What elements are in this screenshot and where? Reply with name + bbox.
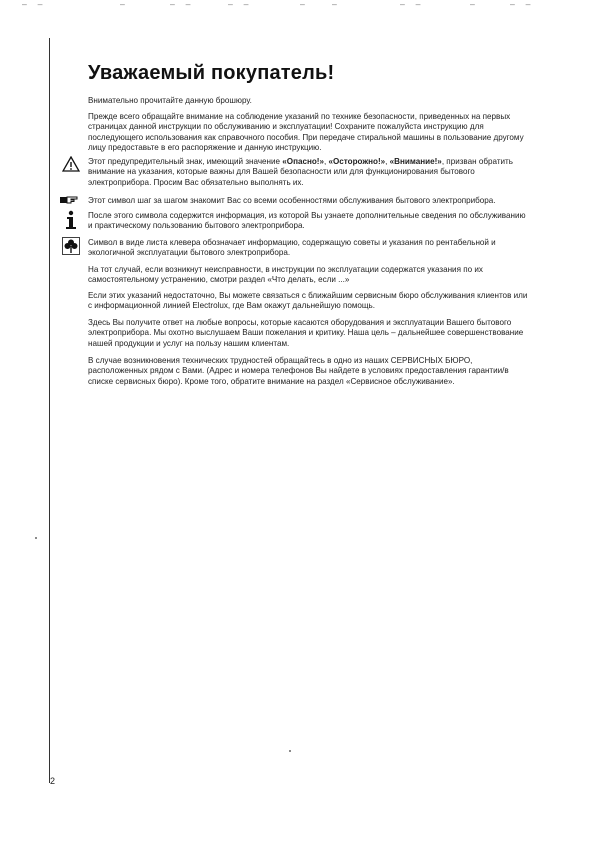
warning-word-caution: «Осторожно!» xyxy=(328,157,386,166)
scan-header-dashes: — — — — — — — — — — — — — — xyxy=(22,0,534,8)
intro-text: Внимательно прочитайте данную брошюру. xyxy=(88,96,252,105)
pointing-hand-icon xyxy=(59,195,79,205)
info-i-icon xyxy=(64,210,78,230)
scan-speck xyxy=(289,750,291,752)
warning-text-after: , призван обратить внимание на указания, которые важны для Вашей безопасности или для функционирования бытового электроприбора. Просим Вас обязательно выполнять их. xyxy=(88,157,513,187)
troubleshooting-paragraph: На тот случай, если возникнут неисправности, в инструкции по эксплуатации содержатся указания по их самостоятельному устранению, смотри раздел «Что делать, если ...» xyxy=(88,265,483,285)
warning-triangle-icon xyxy=(62,156,80,172)
info-paragraph: После этого символа содержится информация, из которой Вы узнаете дополнительные сведения по обслуживанию и практическому пользованию бытового электроприбора. xyxy=(88,211,526,231)
warning-paragraph xyxy=(88,157,528,188)
safety-paragraph: Прежде всего обращайте внимание на соблюдение указаний по технике безопасности, приведенных на первых страницах данной инструкции по обслуживанию и эксплуатации! Сохраните пожалуйста инструкцию для последующего использования как справочного пособия. При передаче стиральной машины в пользование другому лицу предоставьте в его распоряжение и данную инструкцию. xyxy=(88,112,524,153)
scan-speck xyxy=(35,537,37,539)
warning-sep-1: , xyxy=(324,157,329,166)
page-title: Уважаемый покупатель! xyxy=(88,62,335,84)
clover-leaf-icon xyxy=(62,237,80,255)
warning-text-before: Этот предупредительный знак, имеющий значение xyxy=(88,157,283,166)
clover-paragraph: Символ в виде листа клевера обозначает информацию, содержащую советы и указания по рентабельной и экологичной эксплуатации бытового электроприбора. xyxy=(88,238,496,258)
warning-sep-2: , xyxy=(385,157,390,166)
service-contact-paragraph: Если этих указаний недостаточно, Вы можете связаться с ближайшим сервисным бюро обслуживания клиентов или с информационной линией Electrolux, где Вам окажут дальнейшую помощь. xyxy=(88,291,528,311)
page-number: 2 xyxy=(50,776,56,786)
warning-word-attention: «Внимание!» xyxy=(389,157,442,166)
steps-paragraph: Этот символ шаг за шагом знакомит Вас со всеми особенностями обслуживания бытового электроприбора. xyxy=(88,196,496,205)
service-bureau-paragraph: В случае возникновения технических трудностей обращайтесь в одно из наших СЕРВИСНЫХ БЮРО, расположенных рядом с Вами. (Адрес и номера телефонов Вы найдете в условиях предоставления гарантии/в списке сервисных бюро). Кроме того, обратите внимание на раздел «Сервисное обслуживание». xyxy=(88,356,509,386)
feedback-paragraph: Здесь Вы получите ответ на любые вопросы, которые касаются оборудования и эксплуатации Вашего бытового электроприбора. Мы охотно выслушаем Ваши пожелания и критику. Наша цель – дальнейшее совершенствование нашей продукции и услуг на пользу нашим клиентам. xyxy=(88,318,524,348)
left-margin-rule xyxy=(49,38,50,783)
warning-word-danger: «Опасно!» xyxy=(282,157,324,166)
